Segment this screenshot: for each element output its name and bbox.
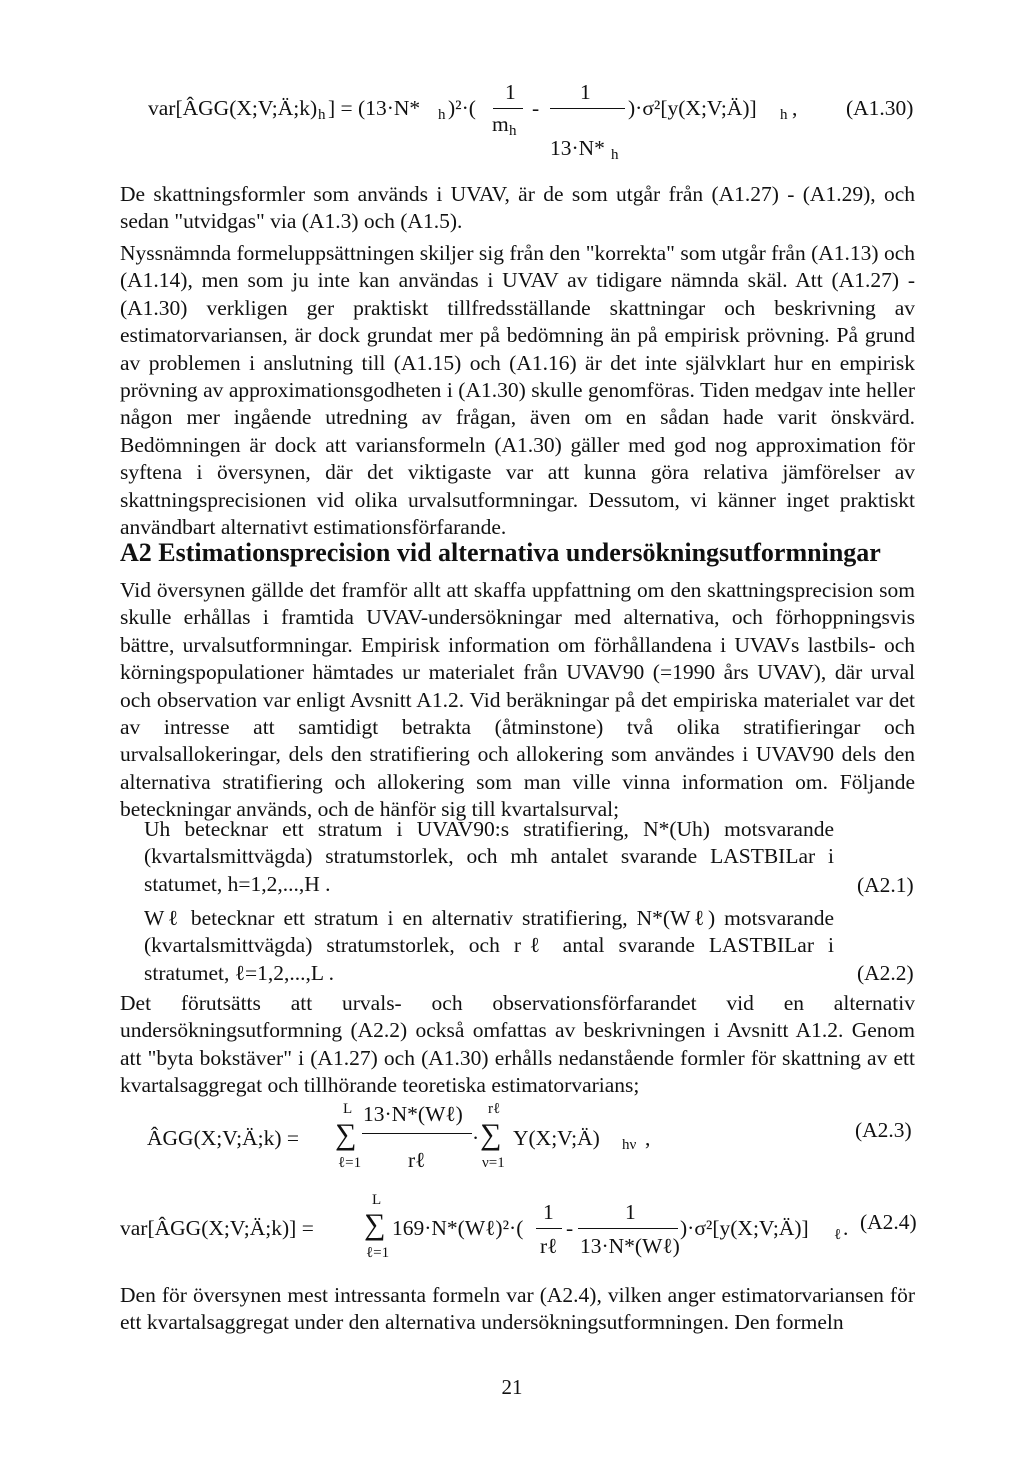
formula-text: ] = (13·N* [328, 96, 421, 120]
fraction-bar [578, 1228, 678, 1229]
formula-text: Y(X;V;Ä) [513, 1126, 600, 1150]
fraction-numerator: 1 [543, 1200, 554, 1224]
fraction-denominator: rℓ [540, 1234, 558, 1258]
paragraph-4: Det förutsätts att urvals- och observationsförfarandet vid en alternativ undersökningsutformning (A2.2) också omfattas av beskrivningen i Avsnitt A1.2. Genom att "byta bokstäver" i (A1.27) och (A1.30) erhålls nedanstående formler för skattning av ett kvartalsaggregat och tillhörande teoretiska estimatorvarians; [120, 991, 915, 1098]
sum-lower: ℓ=1 [338, 1155, 362, 1171]
formula-text: · [472, 1126, 480, 1150]
fraction-denominator: 13·N* [550, 136, 605, 160]
equation-number: (A2.2) [857, 961, 914, 985]
formula-text: , [792, 96, 798, 120]
fraction-numerator: 1 [505, 80, 516, 104]
equation-number: (A1.30) [846, 96, 914, 120]
sum-icon: ∑ [364, 1208, 386, 1241]
sum-lower: ℓ=1 [366, 1245, 390, 1261]
formula-lhs: ÂGG(X;V;Ä;k) = [147, 1126, 300, 1150]
fraction-denominator: rℓ [408, 1148, 426, 1172]
paragraph-1: De skattningsformler som används i UVAV, är de som utgår från (A1.27) - (A1.29), och sedan "utvidgas" via (A1.3) och (A1.5). [120, 182, 915, 234]
paragraph-2: Nyssnämnda formeluppsättningen skiljer sig från den "korrekta" som utgår från (A1.13) och (A1.14), men som ju inte kan användas i UVAV av tidigare nämnda skäl. Att (A1.27) - (A1.30) verkligen ger praktiskt tillfredsställande skattningar och beskrivning av estimatorvariansen, är dock grundat mer på bedömning än på empirisk prövning. På grund av problemen i anslutning till (A1.15) och (A1.16) är det inte självklart hur en empirisk prövning av approximationsgodheten i (A1.30) skulle genomföras. Tiden medgav inte heller någon mer ingående utredning av frågan, även om en sådan hade varit önskvärd. Bedömningen är dock att variansformeln (A1.30) gäller med god nog approximation för syftena i översynen, där det viktigaste var att kunna göra relativa jämförelser av skattningsprecisionen vid olika urvalsutformningar. Dessutom, vi känner inget praktiskt användbart alternativt estimationsförfarande. [120, 241, 915, 540]
fraction-denominator: m [492, 112, 509, 136]
fraction-numerator: 1 [625, 1200, 636, 1224]
fraction-bar [536, 1228, 562, 1229]
formula-sub: h [611, 147, 619, 163]
paragraph-5: Den för översynen mest intressanta formeln var (A2.4), vilken anger estimatorvariansen för ett kvartalsaggregat under den alternativa undersökningsutformningen. Den formeln [120, 1283, 915, 1335]
definition-text: Wℓ betecknar ett stratum i en alternativ stratifiering, N*(Wℓ) motsvarande (kvartalsmittvägda) stratumstorlek, och rℓ antal svarande LASTBILar i stratumet, ℓ=1,2,...,L . [144, 906, 834, 985]
sum-icon: ∑ [335, 1118, 357, 1151]
equation-number: (A2.3) [855, 1118, 912, 1142]
formula-text: )·σ²[y(X;V;Ä)] [628, 96, 757, 120]
sum-upper: rℓ [488, 1101, 501, 1117]
sum-upper: L [372, 1192, 382, 1208]
formula-sub: h [438, 107, 446, 123]
sum-icon: ∑ [480, 1118, 502, 1151]
formula-minus: - [566, 1216, 574, 1240]
fraction-numerator: 13·N*(Wℓ) [363, 1102, 463, 1126]
page-number: 21 [501, 1375, 523, 1399]
paragraph-3: Vid översynen gällde det framför allt att skaffa uppfattning om den skattningsprecision som skulle erhållas i framtida UVAV-undersökningar med alternativa, och förhoppningsvis bättre, urvalsutformningar. Empirisk information om förhållandena i UVAVs lastbils- och körningspopulationer hämtades ur materialet från UVAV90 (=1990 års UVAV), där urval och observation var enligt Avsnitt A1.2. Vid beräkningar på det empiriska materialet var det av intresse att samtidigt betrakta (åtminstone) två olika stratifieringar och urvalsallokeringar, dels den stratifiering och allokering som användes i UVAV90 dels den alternativa stratifiering och allokering som man ville vinna information om. Följande beteckningar används, och de hänför sig till kvartalsurval; [120, 578, 915, 822]
equation-number: (A2.1) [857, 873, 914, 897]
equation-number: (A2.4) [860, 1210, 917, 1234]
formula-sub: h [509, 123, 517, 139]
formula-sub: h [318, 107, 326, 123]
formula-text: )·σ²[y(X;V;Ä)] [680, 1216, 809, 1240]
formula-lhs: var[ÂGG(X;V;Ä;k) [148, 96, 318, 120]
formula-text: )²·( [448, 96, 476, 120]
formula-lhs: var[ÂGG(X;V;Ä;k)] = [120, 1216, 314, 1240]
fraction-numerator: 1 [580, 80, 591, 104]
formula-sub: hν [622, 1137, 637, 1153]
formula-sub: ℓ [834, 1227, 842, 1243]
sum-lower: ν=1 [482, 1155, 505, 1171]
section-heading: A2 Estimationsprecision vid alternativa undersökningsutformningar [120, 538, 881, 567]
formula-text: 169·N*(Wℓ)²·( [392, 1216, 524, 1240]
sum-upper: L [343, 1101, 353, 1117]
formula-text: . [843, 1216, 849, 1240]
definition-text: Uh betecknar ett stratum i UVAV90:s stratifiering, N*(Uh) motsvarande (kvartalsmittvägda) stratumstorlek, och mh antalet svarande LASTBILar i statumet, h=1,2,...,H . [144, 817, 834, 896]
fraction-denominator: 13·N*(Wℓ) [580, 1234, 680, 1258]
formula-sub: h [780, 107, 788, 123]
formula-minus: - [532, 96, 540, 120]
formula-text: , [645, 1126, 651, 1150]
